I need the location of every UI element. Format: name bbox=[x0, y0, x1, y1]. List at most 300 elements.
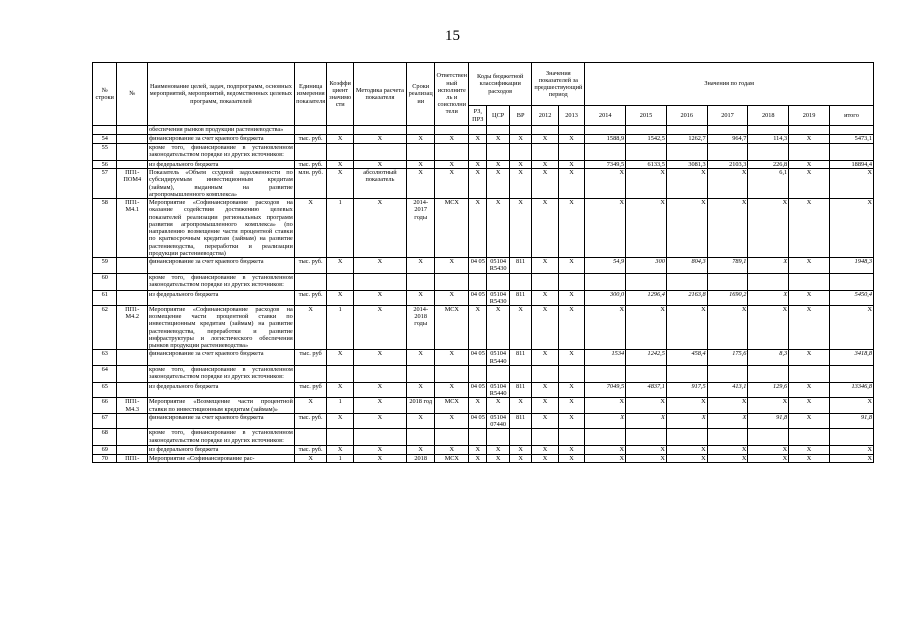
header-budget-codes: Коды бюджетной классификации расходов bbox=[469, 63, 532, 106]
cell-2013: Х bbox=[558, 199, 585, 258]
cell-unit bbox=[294, 126, 327, 135]
cell-2019: Х bbox=[789, 454, 830, 462]
cell-code bbox=[117, 161, 148, 169]
cell-2019: Х bbox=[789, 135, 830, 144]
cell-2015: Х bbox=[626, 413, 667, 428]
cell-name: Показатель «Объем ссудной задолженности по субсидируемым инвестиционным кредитам (займам), выданным на развитие агропромышленного комплекса» bbox=[149, 169, 293, 198]
cell-method bbox=[353, 365, 406, 382]
cell-2019: Х bbox=[789, 350, 830, 365]
cell-coef: Х bbox=[327, 258, 354, 273]
cell-2012: Х bbox=[532, 413, 559, 428]
cell-2016: 804,3 bbox=[666, 258, 707, 273]
cell-method: Х bbox=[353, 454, 406, 462]
cell-2015 bbox=[626, 365, 667, 382]
cell-name: финансирование за счет краевого бюджета bbox=[148, 258, 295, 273]
cell-terms: Х bbox=[406, 350, 435, 365]
cell-coef bbox=[327, 144, 354, 161]
cell-total: 13346,8 bbox=[829, 382, 873, 397]
cell-name: из федерального бюджета bbox=[148, 446, 295, 454]
cell-2014: 54,9 bbox=[585, 258, 626, 273]
cell-2015: Х bbox=[626, 199, 667, 258]
cell-unit: тыс. руб bbox=[294, 350, 327, 365]
cell-total: 3418,8 bbox=[829, 350, 873, 365]
cell-terms: 2018 bbox=[406, 454, 435, 462]
cell-2015: Х bbox=[626, 398, 667, 413]
cell-2012: Х bbox=[532, 135, 559, 144]
header-year-values: Значения по годам bbox=[585, 63, 874, 106]
cell-2013: Х bbox=[558, 161, 585, 169]
cell-2018: 226,8 bbox=[748, 161, 789, 169]
cell-2012 bbox=[532, 126, 559, 135]
table-row bbox=[93, 144, 874, 161]
cell-row-number: 55 bbox=[93, 144, 117, 161]
cell-method bbox=[353, 429, 406, 446]
cell-coef: 1 bbox=[327, 454, 354, 462]
cell-vr: Х bbox=[509, 199, 531, 258]
cell-code bbox=[117, 258, 148, 273]
cell-executor: МСХ bbox=[435, 454, 469, 462]
cell-rz: Х bbox=[469, 305, 487, 349]
cell-2016: 2163,8 bbox=[666, 290, 707, 305]
table-row bbox=[93, 365, 874, 382]
header-unit: Единица измерения показателя bbox=[294, 63, 327, 126]
cell-2018: 114,3 bbox=[748, 135, 789, 144]
cell-csr: 05104 R5430 bbox=[487, 290, 509, 305]
header-2015: 2015 bbox=[626, 106, 667, 126]
cell-2019 bbox=[789, 365, 830, 382]
cell-method bbox=[353, 273, 406, 290]
cell-2014: 1588,9 bbox=[585, 135, 626, 144]
header-2016: 2016 bbox=[666, 106, 707, 126]
cell-code bbox=[117, 135, 148, 144]
cell-executor: Х bbox=[435, 258, 469, 273]
cell-code bbox=[117, 144, 148, 161]
cell-2014: Х bbox=[585, 199, 626, 258]
cell-csr: Х bbox=[487, 161, 509, 169]
cell-2016 bbox=[666, 429, 707, 446]
cell-terms bbox=[406, 429, 435, 446]
table-row bbox=[93, 305, 874, 349]
cell-2019 bbox=[789, 126, 830, 135]
cell-code bbox=[117, 290, 148, 305]
cell-2016 bbox=[666, 126, 707, 135]
cell-coef: 1 bbox=[327, 305, 354, 349]
cell-vr bbox=[509, 126, 531, 135]
cell-method: абсолютный показатель bbox=[353, 169, 406, 199]
cell-method: Х bbox=[353, 305, 406, 349]
cell-method: Х bbox=[353, 258, 406, 273]
program-table bbox=[92, 62, 874, 463]
cell-rz: Х bbox=[469, 135, 487, 144]
cell-vr: 811 bbox=[509, 413, 531, 428]
table-row bbox=[93, 398, 874, 413]
cell-2016: 458,4 bbox=[666, 350, 707, 365]
cell-2014: Х bbox=[585, 398, 626, 413]
cell-rz: Х bbox=[469, 454, 487, 462]
cell-executor: МСХ bbox=[435, 199, 469, 258]
cell-terms: Х bbox=[406, 382, 435, 397]
cell-unit: тыс. руб. bbox=[294, 135, 327, 144]
cell-vr bbox=[509, 144, 531, 161]
cell-2015: Х bbox=[626, 446, 667, 454]
cell-method: Х bbox=[353, 413, 406, 428]
cell-code bbox=[117, 365, 148, 382]
cell-unit: тыс. руб. bbox=[294, 258, 327, 273]
cell-terms: Х bbox=[406, 169, 435, 199]
cell-2012: Х bbox=[532, 169, 559, 199]
cell-executor: МСХ bbox=[435, 305, 469, 349]
cell-vr: 811 bbox=[509, 382, 531, 397]
cell-2017: 1690,2 bbox=[707, 290, 748, 305]
table-row bbox=[93, 350, 874, 365]
cell-vr: Х bbox=[509, 135, 531, 144]
cell-terms: 2014-2018 годы bbox=[406, 305, 435, 349]
header-2014: 2014 bbox=[585, 106, 626, 126]
cell-2019 bbox=[789, 429, 830, 446]
cell-code bbox=[117, 126, 148, 135]
cell-coef: Х bbox=[327, 169, 354, 199]
cell-executor bbox=[435, 429, 469, 446]
cell-2015: 1242,5 bbox=[626, 350, 667, 365]
cell-row-number: 57 bbox=[93, 169, 117, 199]
cell-2014: Х bbox=[585, 454, 626, 462]
cell-2019: Х bbox=[789, 290, 830, 305]
cell-2012: Х bbox=[532, 161, 559, 169]
cell-2014: 300,0 bbox=[585, 290, 626, 305]
cell-terms: 2014-2017 годы bbox=[406, 199, 435, 258]
cell-2016 bbox=[666, 365, 707, 382]
cell-terms bbox=[406, 126, 435, 135]
cell-csr: Х bbox=[487, 199, 509, 258]
cell-rz bbox=[469, 365, 487, 382]
cell-code bbox=[117, 350, 148, 365]
cell-unit: Х bbox=[294, 454, 327, 462]
cell-rz: Х bbox=[469, 161, 487, 169]
cell-row-number: 64 bbox=[93, 365, 117, 382]
header-2018: 2018 bbox=[748, 106, 789, 126]
cell-2014: 1534 bbox=[585, 350, 626, 365]
cell-2017: Х bbox=[707, 199, 748, 258]
cell-csr: Х bbox=[487, 398, 509, 413]
cell-2019: Х bbox=[789, 161, 830, 169]
cell-2017: Х bbox=[707, 446, 748, 454]
cell-terms: Х bbox=[406, 135, 435, 144]
cell-2013: Х bbox=[558, 454, 585, 462]
table-row bbox=[93, 169, 874, 199]
cell-coef: 1 bbox=[327, 398, 354, 413]
cell-row-number: 69 bbox=[93, 446, 117, 454]
cell-2019: Х bbox=[789, 258, 830, 273]
cell-2017: Х bbox=[707, 169, 748, 199]
cell-csr bbox=[487, 273, 509, 290]
cell-2016: 917,5 bbox=[666, 382, 707, 397]
cell-2019 bbox=[789, 144, 830, 161]
cell-rz bbox=[469, 273, 487, 290]
cell-2013: Х bbox=[558, 258, 585, 273]
cell-coef: Х bbox=[327, 161, 354, 169]
cell-terms: Х bbox=[406, 413, 435, 428]
header-2019: 2019 bbox=[789, 106, 830, 126]
cell-2018: 8,3 bbox=[748, 350, 789, 365]
cell-rz bbox=[469, 429, 487, 446]
cell-2013 bbox=[558, 273, 585, 290]
cell-executor: Х bbox=[435, 413, 469, 428]
cell-2018: Х bbox=[748, 258, 789, 273]
cell-2016: Х bbox=[666, 199, 707, 258]
cell-2015: Х bbox=[626, 454, 667, 462]
cell-2014: Х bbox=[585, 169, 626, 199]
cell-coef: Х bbox=[327, 290, 354, 305]
cell-2014 bbox=[585, 273, 626, 290]
cell-row-number: 70 bbox=[93, 454, 117, 462]
cell-vr: Х bbox=[509, 446, 531, 454]
cell-executor bbox=[435, 126, 469, 135]
cell-name: финансирование за счет краевого бюджета bbox=[148, 350, 295, 365]
cell-2012 bbox=[532, 365, 559, 382]
cell-unit: млн. руб. bbox=[294, 169, 327, 199]
header-coef: Коэффициент значимости bbox=[327, 63, 354, 126]
cell-coef: Х bbox=[327, 350, 354, 365]
cell-vr bbox=[509, 429, 531, 446]
cell-total bbox=[829, 126, 873, 135]
cell-2013: Х bbox=[558, 290, 585, 305]
cell-2013: Х bbox=[558, 169, 585, 199]
cell-2015: Х bbox=[626, 305, 667, 349]
cell-method: Х bbox=[353, 199, 406, 258]
cell-executor: Х bbox=[435, 290, 469, 305]
cell-method: Х bbox=[353, 350, 406, 365]
cell-2019: Х bbox=[789, 169, 830, 199]
cell-rz: 04 05 bbox=[469, 382, 487, 397]
cell-unit bbox=[294, 365, 327, 382]
cell-2019: Х bbox=[789, 199, 830, 258]
header-name: Наименование целей, задач, подпрограмм, основных мероприятий, мероприятий, ведомственных целевых программ, показателей bbox=[148, 63, 295, 126]
cell-terms: Х bbox=[406, 446, 435, 454]
cell-executor bbox=[435, 273, 469, 290]
cell-coef bbox=[327, 365, 354, 382]
cell-terms: Х bbox=[406, 258, 435, 273]
cell-row-number bbox=[93, 126, 117, 135]
cell-total bbox=[829, 144, 873, 161]
cell-executor bbox=[435, 144, 469, 161]
table-row bbox=[93, 273, 874, 290]
cell-2012: Х bbox=[532, 398, 559, 413]
cell-terms: 2018 год bbox=[406, 398, 435, 413]
cell-2017 bbox=[707, 126, 748, 135]
cell-row-number: 62 bbox=[93, 305, 117, 349]
cell-vr: Х bbox=[509, 161, 531, 169]
cell-2013: Х bbox=[558, 413, 585, 428]
cell-2018 bbox=[748, 126, 789, 135]
cell-vr: Х bbox=[509, 169, 531, 199]
cell-csr: 05104 R5430 bbox=[487, 258, 509, 273]
cell-2014: 7049,5 bbox=[585, 382, 626, 397]
cell-name: Мероприятие «Софинансирование расходов на возмещение части процентной ставки по инвестиционным кредитам (займам) на развитие растениеводства, переработки и развитие инфраструктуры и логистического обеспечения рынков продукции растениеводства» bbox=[149, 305, 293, 350]
table-body bbox=[93, 126, 874, 463]
header-vr: ВР bbox=[509, 106, 531, 126]
cell-total bbox=[829, 365, 873, 382]
cell-name: Мероприятие «Софинансирование рас- bbox=[148, 454, 295, 462]
cell-2014 bbox=[585, 126, 626, 135]
cell-2016: Х bbox=[666, 446, 707, 454]
header-method: Методика расчета показателя bbox=[353, 63, 406, 126]
cell-executor: МСХ bbox=[435, 398, 469, 413]
cell-2016: Х bbox=[666, 398, 707, 413]
cell-csr bbox=[487, 365, 509, 382]
cell-name: кроме того, финансирование в установленном законодательством порядке из других источников: bbox=[148, 365, 295, 382]
cell-2018 bbox=[748, 365, 789, 382]
cell-row-number: 56 bbox=[93, 161, 117, 169]
cell-total bbox=[829, 429, 873, 446]
cell-2013: Х bbox=[558, 382, 585, 397]
cell-2018 bbox=[748, 273, 789, 290]
cell-rz: Х bbox=[469, 199, 487, 258]
table-row bbox=[93, 382, 874, 397]
cell-2017: 964,7 bbox=[707, 135, 748, 144]
cell-vr: 811 bbox=[509, 350, 531, 365]
header-terms: Сроки реализации bbox=[406, 63, 435, 126]
cell-coef: 1 bbox=[327, 199, 354, 258]
cell-name: из федерального бюджета bbox=[148, 290, 295, 305]
cell-2018: Х bbox=[748, 199, 789, 258]
cell-2017: Х bbox=[707, 398, 748, 413]
cell-method: Х bbox=[353, 135, 406, 144]
cell-method: Х bbox=[353, 398, 406, 413]
cell-code: ПП1-М4.3 bbox=[117, 398, 148, 413]
cell-code bbox=[117, 413, 148, 428]
header-2013: 2013 bbox=[558, 106, 585, 126]
cell-2017 bbox=[707, 365, 748, 382]
cell-method: Х bbox=[353, 161, 406, 169]
cell-vr: 811 bbox=[509, 290, 531, 305]
cell-terms: Х bbox=[406, 290, 435, 305]
cell-2018: 6,1 bbox=[748, 169, 789, 199]
cell-total: 18894,4 bbox=[829, 161, 873, 169]
cell-name: Мероприятие «Софинансирование расходов на оказание содействия достижению целевых показателей реализации региональных программ развития агропромышленного комплекса» (по направлению возмещение части процентной ставки по краткосрочным кредитам (займам) на развитие растениеводства, переработки и реализации продукции растениеводства) bbox=[149, 199, 293, 257]
cell-csr bbox=[487, 144, 509, 161]
cell-2013: Х bbox=[558, 350, 585, 365]
cell-2013 bbox=[558, 365, 585, 382]
cell-2017: 789,1 bbox=[707, 258, 748, 273]
cell-2012: Х bbox=[532, 454, 559, 462]
header-row-no: № строки bbox=[93, 63, 117, 126]
cell-code bbox=[117, 273, 148, 290]
cell-unit: тыс. руб. bbox=[294, 413, 327, 428]
header-csr: ЦСР bbox=[487, 106, 509, 126]
cell-2016: Х bbox=[666, 169, 707, 199]
header-prev-values: Значения показателей за предшествующий период bbox=[532, 63, 585, 106]
cell-unit: Х bbox=[294, 305, 327, 349]
cell-row-number: 59 bbox=[93, 258, 117, 273]
cell-2017 bbox=[707, 429, 748, 446]
cell-name: Мероприятие «Возмещение части процентной ставки по инвестиционным кредитам (займам)» bbox=[149, 398, 293, 413]
table-row bbox=[93, 454, 874, 462]
cell-2015: 1542,5 bbox=[626, 135, 667, 144]
cell-2016: Х bbox=[666, 413, 707, 428]
cell-2016: Х bbox=[666, 305, 707, 349]
cell-csr: Х bbox=[487, 454, 509, 462]
cell-executor: Х bbox=[435, 382, 469, 397]
cell-2018: Х bbox=[748, 305, 789, 349]
cell-rz: Х bbox=[469, 398, 487, 413]
cell-2017: 413,1 bbox=[707, 382, 748, 397]
cell-vr: Х bbox=[509, 305, 531, 349]
cell-code: ПП1-М4.1 bbox=[117, 199, 148, 258]
cell-csr: Х bbox=[487, 135, 509, 144]
cell-executor bbox=[435, 365, 469, 382]
cell-2015: 300 bbox=[626, 258, 667, 273]
cell-2016 bbox=[666, 273, 707, 290]
table-header bbox=[93, 63, 874, 126]
cell-2015: Х bbox=[626, 169, 667, 199]
cell-csr bbox=[487, 429, 509, 446]
cell-terms bbox=[406, 144, 435, 161]
cell-coef: Х bbox=[327, 135, 354, 144]
cell-2018: Х bbox=[748, 290, 789, 305]
cell-2014: Х bbox=[585, 446, 626, 454]
cell-csr: Х bbox=[487, 169, 509, 199]
cell-rz: 04 05 bbox=[469, 290, 487, 305]
cell-csr bbox=[487, 126, 509, 135]
cell-2012 bbox=[532, 273, 559, 290]
cell-code bbox=[117, 446, 148, 454]
cell-name: обеспечения рынков продукции растениеводства» bbox=[148, 126, 295, 135]
cell-rz bbox=[469, 144, 487, 161]
cell-name: из федерального бюджета bbox=[148, 161, 295, 169]
cell-2015: 1296,4 bbox=[626, 290, 667, 305]
cell-code bbox=[117, 382, 148, 397]
cell-row-number: 54 bbox=[93, 135, 117, 144]
cell-2019: Х bbox=[789, 305, 830, 349]
cell-2015 bbox=[626, 126, 667, 135]
cell-2015: 6133,5 bbox=[626, 161, 667, 169]
table-row bbox=[93, 161, 874, 169]
cell-2018: Х bbox=[748, 398, 789, 413]
cell-row-number: 58 bbox=[93, 199, 117, 258]
cell-total: 5473,1 bbox=[829, 135, 873, 144]
table-row bbox=[93, 199, 874, 258]
cell-row-number: 65 bbox=[93, 382, 117, 397]
cell-method: Х bbox=[353, 382, 406, 397]
cell-rz bbox=[469, 126, 487, 135]
cell-unit bbox=[294, 144, 327, 161]
cell-unit: тыс. руб. bbox=[294, 290, 327, 305]
cell-2014: 7349,5 bbox=[585, 161, 626, 169]
cell-coef: Х bbox=[327, 446, 354, 454]
cell-2017: Х bbox=[707, 454, 748, 462]
cell-total: Х bbox=[829, 446, 873, 454]
cell-executor: Х bbox=[435, 446, 469, 454]
cell-2013 bbox=[558, 144, 585, 161]
cell-2019: Х bbox=[789, 398, 830, 413]
cell-2018 bbox=[748, 144, 789, 161]
cell-vr: Х bbox=[509, 454, 531, 462]
cell-2018 bbox=[748, 429, 789, 446]
cell-vr: 811 bbox=[509, 258, 531, 273]
cell-method bbox=[353, 144, 406, 161]
cell-unit: Х bbox=[294, 199, 327, 258]
cell-code: ПП1-М4.2 bbox=[117, 305, 148, 349]
cell-method: Х bbox=[353, 446, 406, 454]
page-number: 15 bbox=[445, 28, 460, 44]
cell-2012 bbox=[532, 144, 559, 161]
cell-csr: 05104 07440 bbox=[487, 413, 509, 428]
cell-2012: Х bbox=[532, 305, 559, 349]
cell-2015 bbox=[626, 429, 667, 446]
cell-vr bbox=[509, 273, 531, 290]
cell-unit: тыс. руб. bbox=[294, 161, 327, 169]
cell-total: 5450,4 bbox=[829, 290, 873, 305]
